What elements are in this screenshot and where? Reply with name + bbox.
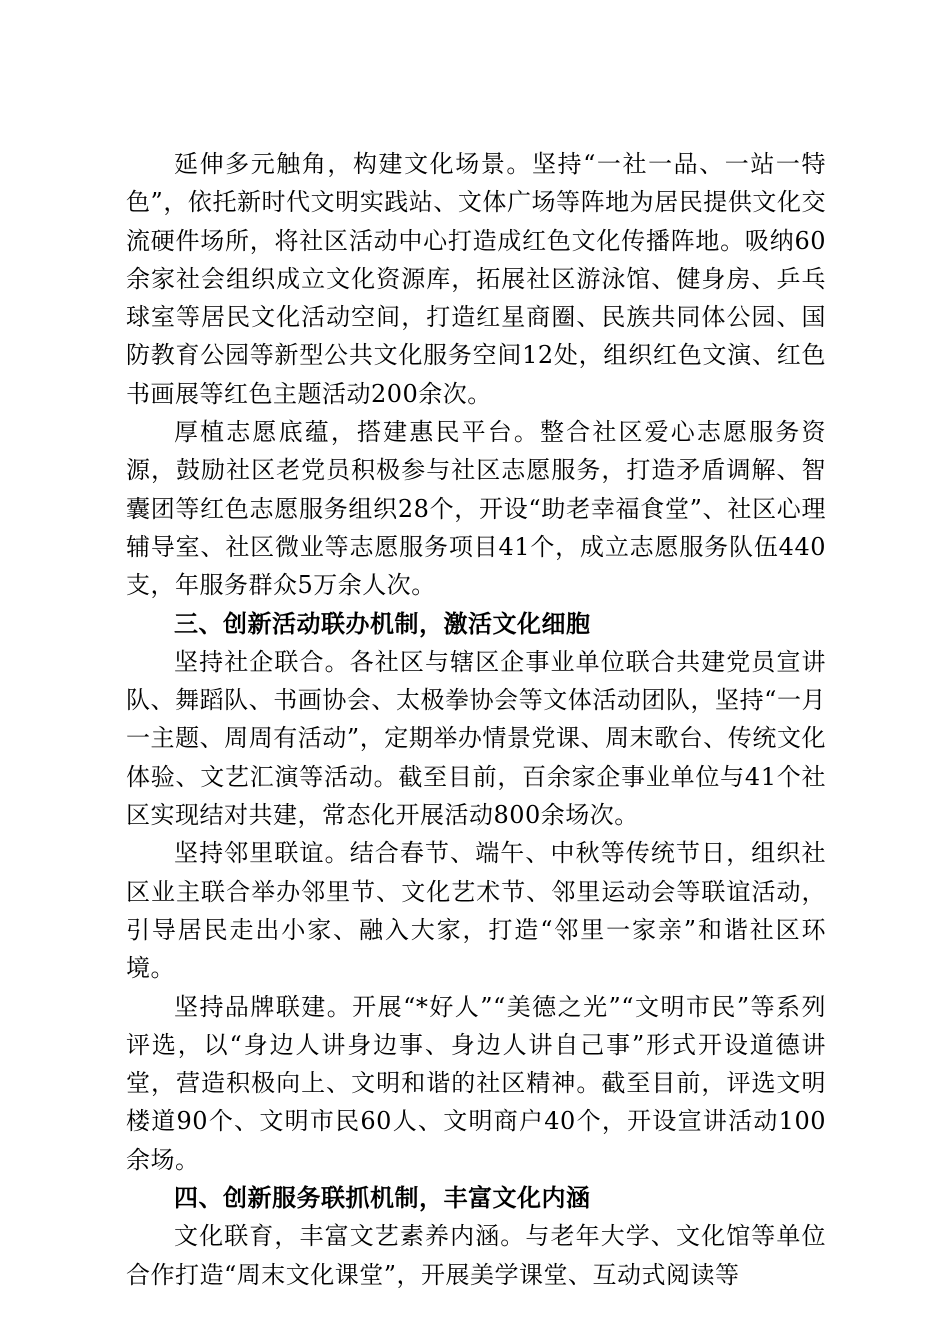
paragraph-neighborhood-fellowship: 坚持邻里联谊。结合春节、端午、中秋等传统节日，组织社区业主联合举办邻里节、文化艺术节、邻里运动会等联谊活动，引导居民走出小家、融入大家，打造“邻里一家亲”和谐社区环境。: [126, 839, 826, 983]
section-heading-4: 四、创新服务联抓机制，丰富文化内涵: [174, 1184, 591, 1213]
paragraph-cultural-education: 文化联育，丰富文艺素养内涵。与老年大学、文化馆等单位合作打造“周末文化课堂”，开展美学课堂、互动式阅读等: [126, 1222, 826, 1289]
section-heading-3: 三、创新活动联办机制，激活文化细胞: [174, 609, 591, 638]
document-page: [126, 145, 826, 1294]
paragraph-cultural-scenes: 延伸多元触角，构建文化场景。坚持“一社一品、一站一特色”，依托新时代文明实践站、文体广场等阵地为居民提供文化交流硬件场所，将社区活动中心打造成红色文化传播阵地。吸纳60余家社会组织成立文化资源库，拓展社区游泳馆、健身房、乒乓球室等居民文化活动空间，打造红星商圈、民族共同体公园、国防教育公园等新型公共文化服务空间12处，组织红色文演、红色书画展等红色主题活动200余次。: [126, 150, 826, 408]
paragraph-enterprise-cooperation: 坚持社企联合。各社区与辖区企事业单位联合共建党员宣讲队、舞蹈队、书画协会、太极拳协会等文体活动团队，坚持“一月一主题、周周有活动”，定期举办情景党课、周末歌台、传统文化体验、文艺汇演等活动。截至目前，百余家企事业单位与41个社区实现结对共建，常态化开展活动800余场次。: [126, 647, 826, 830]
paragraph-brand-building: 坚持品牌联建。开展“*好人”“美德之光”“文明市民”等系列评选，以“身边人讲身边事、身边人讲自己事”形式开设道德讲堂，营造积极向上、文明和谐的社区精神。截至目前，评选文明楼道90个、文明市民60人、文明商户40个，开设宣讲活动100余场。: [126, 992, 826, 1174]
paragraph-volunteer-platform: 厚植志愿底蕴，搭建惠民平台。整合社区爱心志愿服务资源，鼓励社区老党员积极参与社区志愿服务，打造矛盾调解、智囊团等红色志愿服务组织28个，开设“助老幸福食堂”、社区心理辅导室、社区微业等志愿服务项目41个，成立志愿服务队伍440支，年服务群众5万余人次。: [126, 418, 826, 600]
